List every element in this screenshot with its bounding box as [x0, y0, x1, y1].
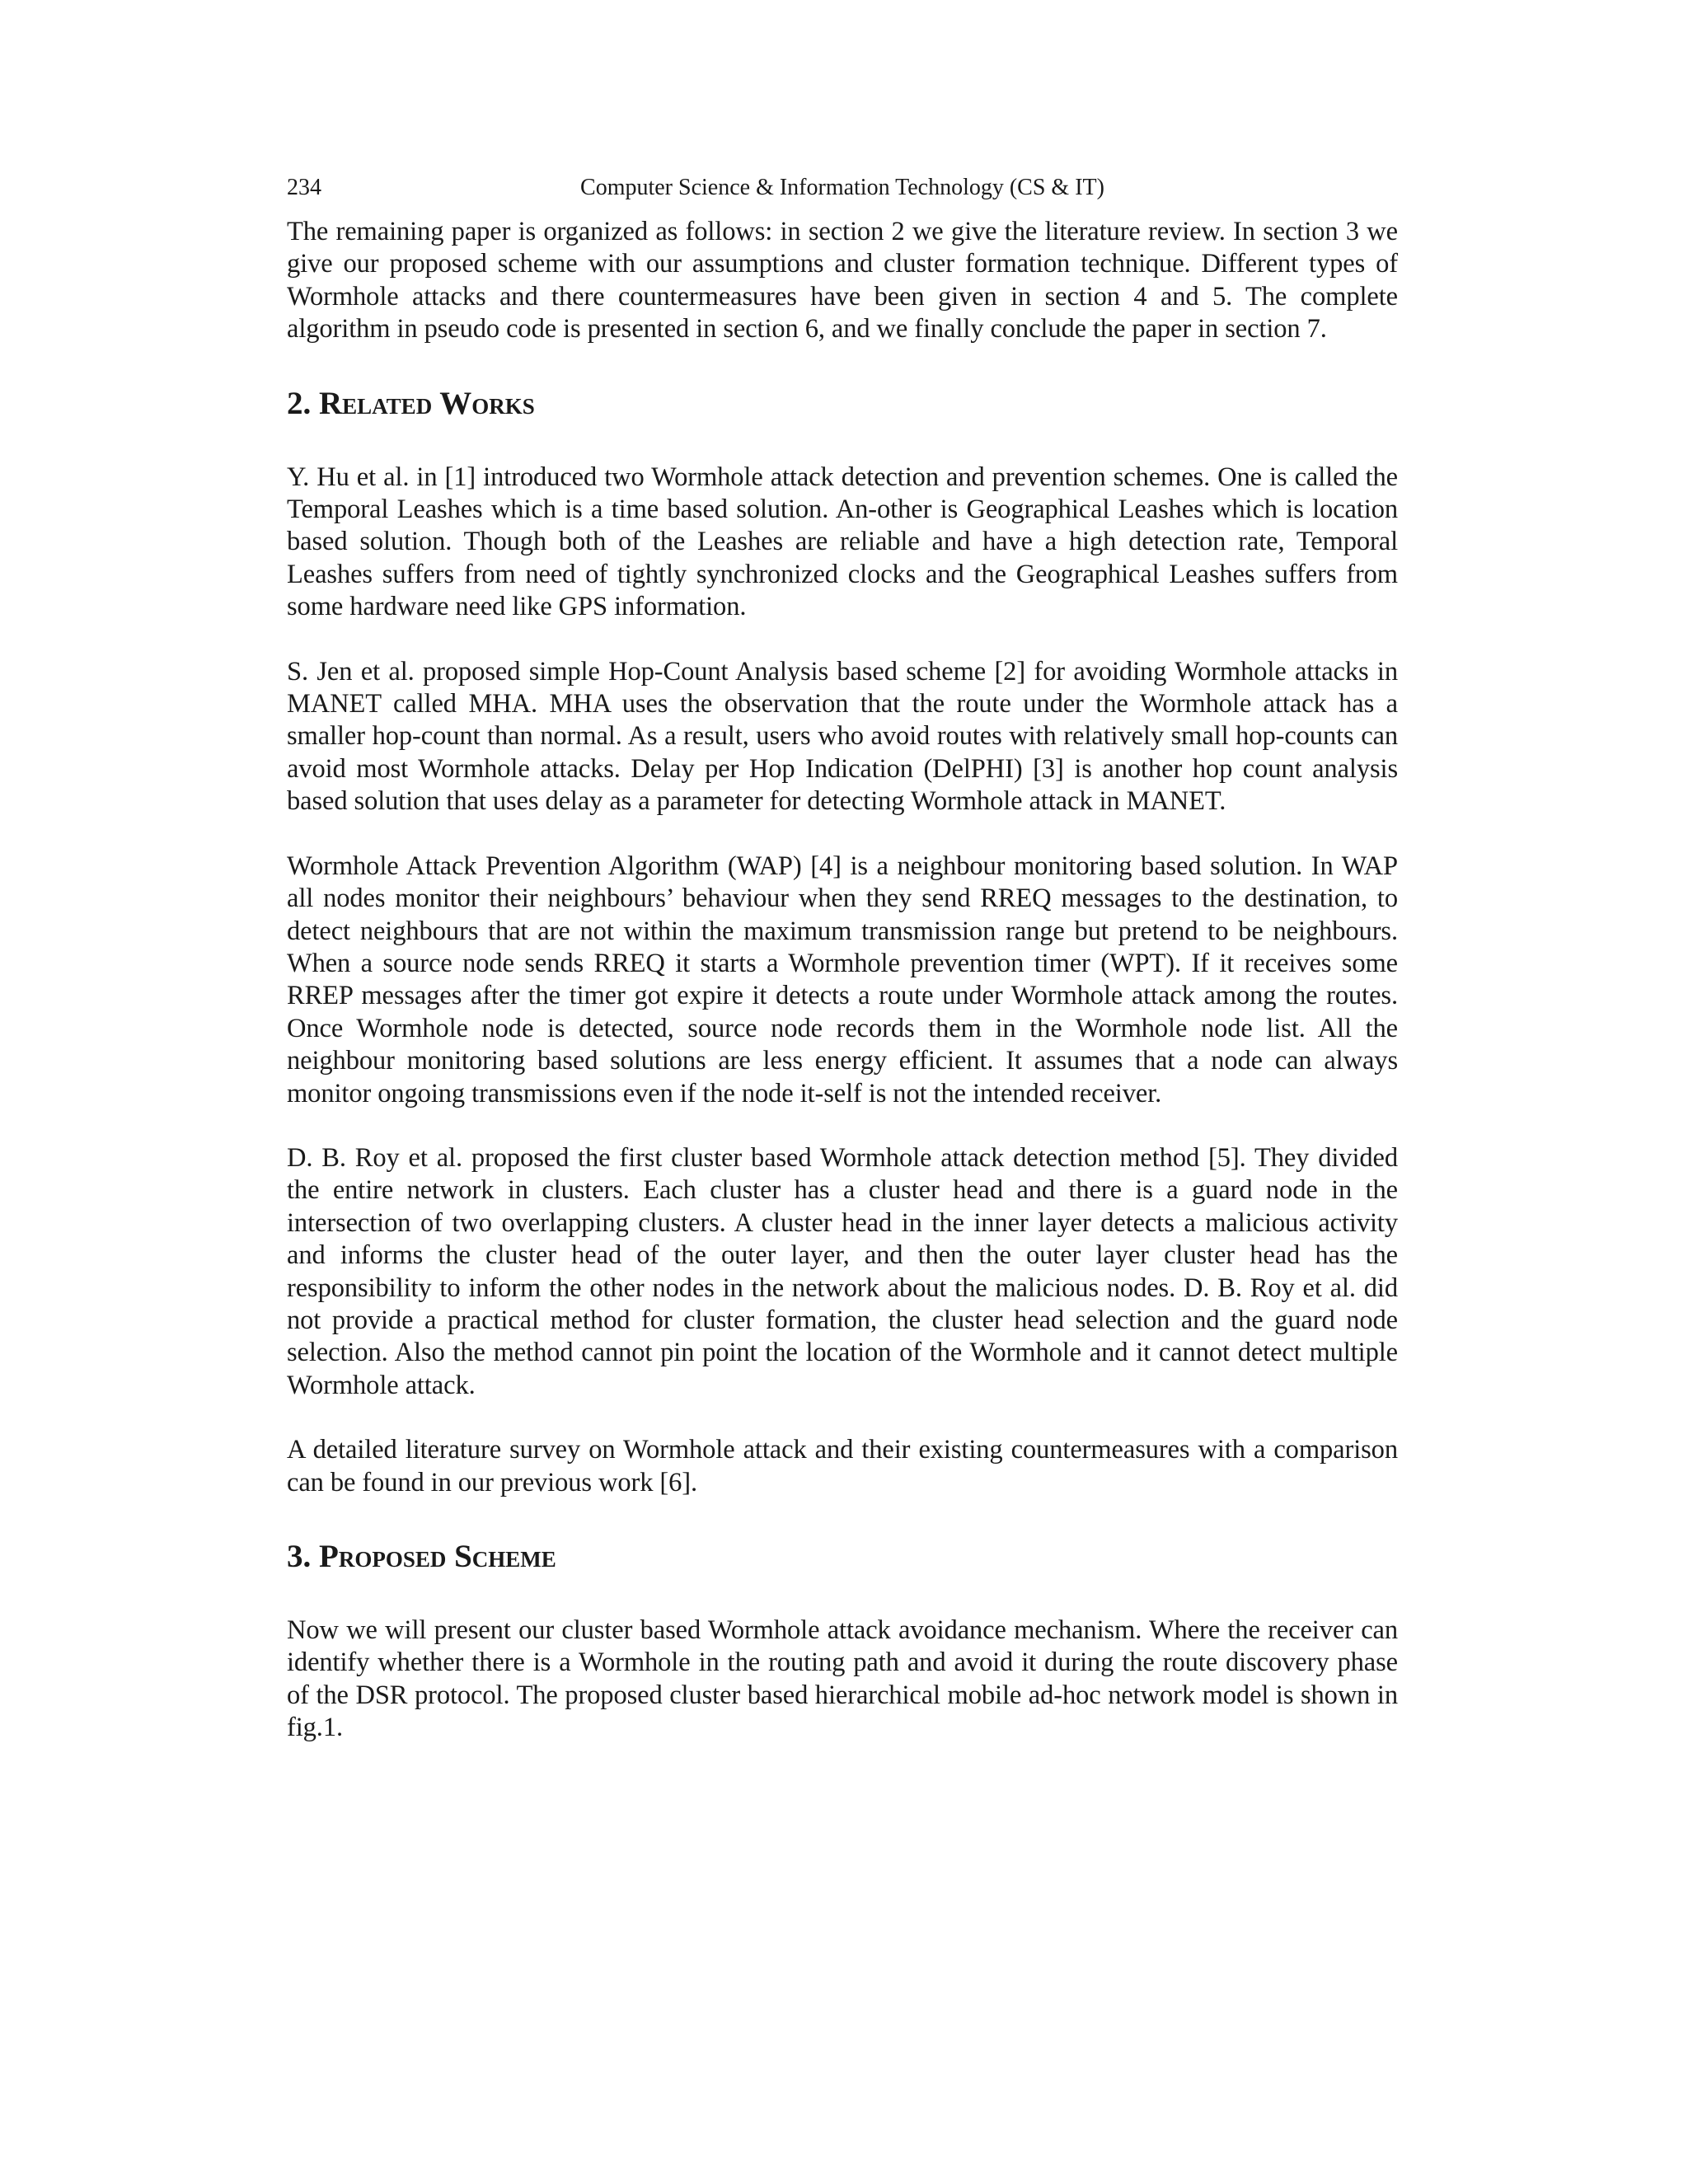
- page-header: [287, 171, 1398, 204]
- page-number: 234: [287, 175, 321, 200]
- running-title: Computer Science & Information Technology (CS & IT): [580, 175, 1104, 200]
- proposed-scheme-paragraph-1: Now we will present our cluster based Wormhole attack avoidance mechanism. Where the receiver can identify whether there is a Wormhole in the routing path and avoid it during the route discovery phase of the DSR protocol. The proposed cluster based hierarchical mobile ad-hoc network model is shown in fig.1.: [287, 1615, 1398, 1743]
- related-works-paragraph-4: D. B. Roy et al. proposed the first cluster based Wormhole attack detection method [5]. They divided the entire network in clusters. Each cluster has a cluster head and there is a guard node in the intersection of two overlapping clusters. A cluster head in the inner layer detects a malicious activity and informs the cluster head of the outer layer, and then the outer layer cluster head has the responsibility to inform the other nodes in the network about the malicious nodes. D. B. Roy et al. did not provide a practical method for cluster formation, the cluster head selection and the guard node selection. Also the method cannot pin point the location of the Wormhole and it cannot detect multiple Wormhole attack.: [287, 1142, 1398, 1400]
- related-works-paragraph-1: Y. Hu et al. in [1] introduced two Wormhole attack detection and prevention schemes. One is called the Temporal Leashes which is a time based solution. An-other is Geographical Leashes which is location based solution. Though both of the Leashes are reliable and have a high detection rate, Temporal Leashes suffers from need of tightly synchronized clocks and the Geographical Leashes suffers from some hardware need like GPS information.: [287, 462, 1398, 622]
- body-text: [287, 216, 1398, 1745]
- section-2-heading: 2. Related Works: [287, 385, 535, 421]
- related-works-paragraph-5: A detailed literature survey on Wormhole attack and their existing countermeasures with a comparison can be found in our previous work [6].: [287, 1435, 1398, 1497]
- related-works-paragraph-2: S. Jen et al. proposed simple Hop-Count Analysis based scheme [2] for avoiding Wormhole attacks in MANET called MHA. MHA uses the observation that the route under the Wormhole attack has a smaller hop-count than normal. As a result, users who avoid routes with relatively small hop-counts can avoid most Wormhole attacks. Delay per Hop Indication (DelPHI) [3] is another hop count analysis based solution that uses delay as a parameter for detecting Wormhole attack in MANET.: [287, 656, 1398, 817]
- intro-paragraph: The remaining paper is organized as follows: in section 2 we give the literature review. In section 3 we give our proposed scheme with our assumptions and cluster formation technique. Different types of Wormhole attacks and there countermeasures have been given in section 4 and 5. The complete algorithm in pseudo code is presented in section 6, and we finally conclude the paper in section 7.: [287, 217, 1398, 344]
- related-works-paragraph-3: Wormhole Attack Prevention Algorithm (WAP) [4] is a neighbour monitoring based solution. In WAP all nodes monitor their neighbours’ behaviour when they send RREQ messages to the destination, to detect neighbours that are not within the maximum transmission range but pretend to be neighbours. When a source node sends RREQ it starts a Wormhole prevention timer (WPT). If it receives some RREP messages after the timer got expire it detects a route under Wormhole attack among the routes. Once Wormhole node is detected, source node records them in the Wormhole node list. All the neighbour monitoring based solutions are less energy efficient. It assumes that a node can always monitor ongoing transmissions even if the node it-self is not the intended receiver.: [287, 851, 1398, 1108]
- section-3-heading: 3. Proposed Scheme: [287, 1539, 556, 1574]
